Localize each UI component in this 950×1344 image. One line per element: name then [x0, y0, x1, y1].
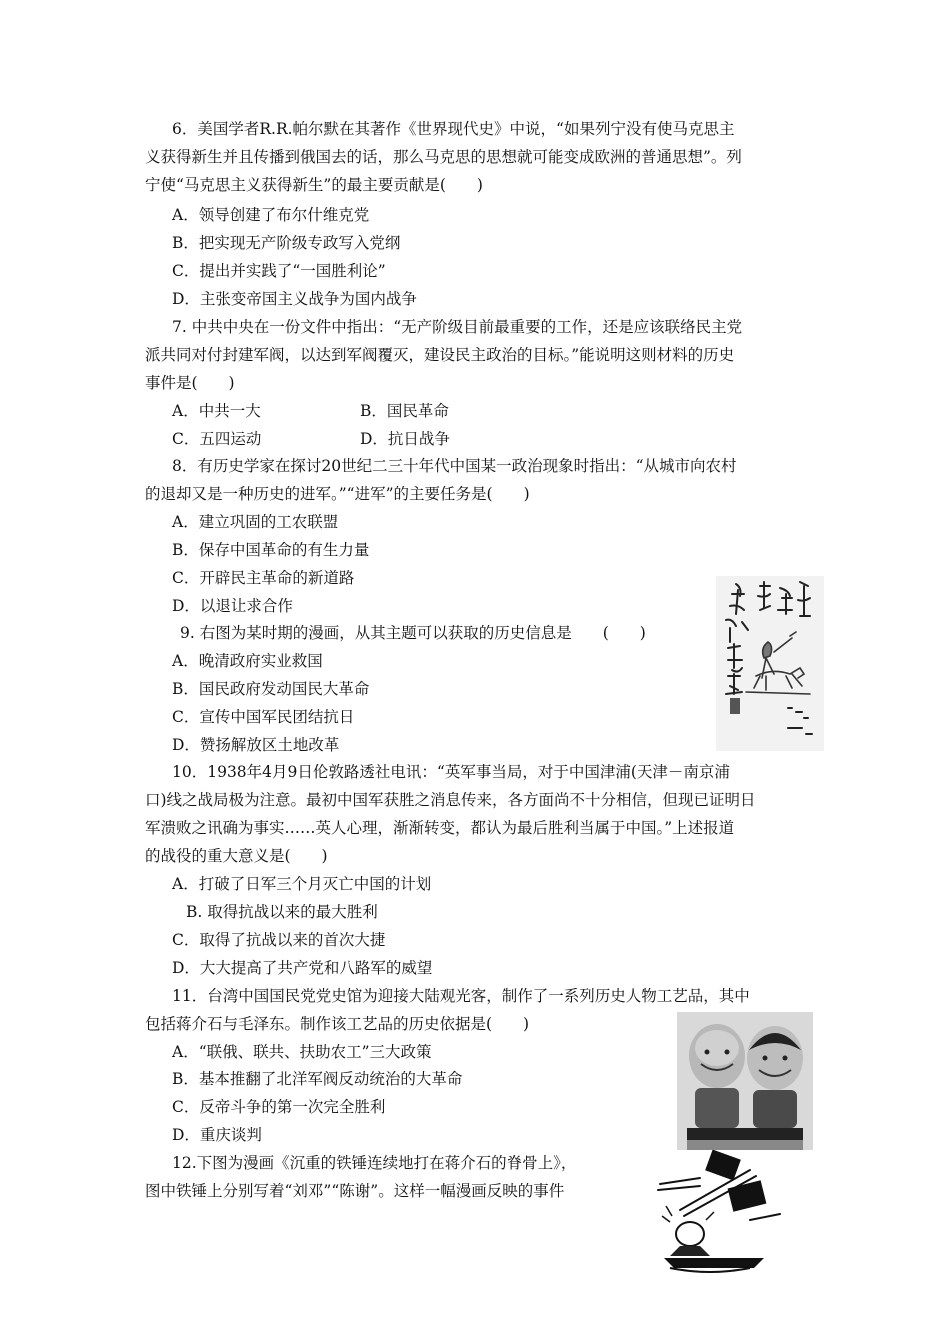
q6-option-b: B．把实现无产阶级专政写入党纲 [172, 234, 401, 252]
q10-line-3: 军溃败之讯确为事实……英人心理，渐渐转变，都认为最后胜利当属于中国。”上述报道 [145, 819, 735, 837]
q11-option-a: A．“联俄、联共、扶助农工”三大政策 [172, 1043, 432, 1061]
q11-option-b: B．基本推翻了北洋军阀反动统治的大革命 [172, 1070, 463, 1088]
q8-line-2: 的退却又是一种历史的进军。”“进军”的主要任务是( ) [145, 485, 530, 503]
q9-cartoon-image [716, 576, 824, 751]
q6-line-2: 义获得新生并且传播到俄国去的话，那么马克思的思想就可能变成欧洲的普通思想”。列 [145, 148, 742, 166]
q8-option-d: D．以退让求合作 [172, 597, 293, 615]
q7-option-a: A．中共一大 [172, 402, 261, 420]
q7-line-1: 7. 中共中央在一份文件中指出：“无产阶级目前最重要的工作，还是应该联络民主党 [172, 318, 743, 336]
q9-option-d: D．赞扬解放区土地改革 [172, 736, 340, 754]
q10-line-2: 口)线之战局极为注意。最初中国军获胜之消息传来，各方面尚不十分相信，但现已证明日 [145, 791, 756, 809]
q7-option-d: D．抗日战争 [360, 430, 450, 448]
q8-line-1: 8．有历史学家在探讨20世纪二三十年代中国某一政治现象时指出：“从城市向农村 [172, 457, 737, 475]
q10-line-1: 10．1938年4月9日伦敦路透社电讯：“英军事当局，对于中国津浦(天津－南京浦 [172, 763, 730, 781]
q10-option-b: B. 取得抗战以来的最大胜利 [186, 903, 378, 921]
q9-option-b: B．国民政府发动国民大革命 [172, 680, 370, 698]
q7-line-3: 事件是( ) [145, 374, 235, 392]
q12-hammer-cartoon [650, 1150, 790, 1274]
q6-option-a: A．领导创建了布尔什维克党 [172, 206, 370, 224]
q7-option-b: B．国民革命 [360, 402, 449, 420]
q9-option-a: A．晚清政府实业救国 [172, 652, 323, 670]
q12-line-1: 12.下图为漫画《沉重的铁锤连续地打在蒋介石的脊骨上》， [172, 1154, 577, 1172]
q11-line-2: 包括蒋介石与毛泽东。制作该工艺品的历史依据是( ) [145, 1015, 530, 1033]
q10-option-d: D．大大提高了共产党和八路军的威望 [172, 959, 433, 977]
q6-option-d: D．主张变帝国主义战争为国内战争 [172, 290, 417, 308]
q10-option-c: C．取得了抗战以来的首次大捷 [172, 931, 386, 949]
q7-line-2: 派共同对付封建军阀，以达到军阀覆灭，建设民主政治的目标。”能说明这则材料的历史 [145, 346, 735, 364]
q10-option-a: A．打破了日军三个月灭亡中国的计划 [172, 875, 432, 893]
q11-option-d: D．重庆谈判 [172, 1126, 262, 1144]
q8-option-c: C．开辟民主革命的新道路 [172, 569, 355, 587]
q11-line-1: 11．台湾中国国民党党史馆为迎接大陆观光客，制作了一系列历史人物工艺品，其中 [172, 987, 750, 1005]
q6-option-c: C．提出并实践了“一国胜利论” [172, 262, 386, 280]
q11-option-c: C．反帝斗争的第一次完全胜利 [172, 1098, 386, 1116]
q12-line-2: 图中铁锤上分别写着“刘邓”“陈谢”。这样一幅漫画反映的事件 [145, 1182, 565, 1200]
q9-option-c: C．宣传中国军民团结抗日 [172, 708, 355, 726]
q6-line-3: 宁使“马克思主义获得新生”的最主要贡献是( ) [145, 176, 483, 194]
q6-line-1: 6．美国学者R.R.帕尔默在其著作《世界现代史》中说，“如果列宁没有使马克思主 [172, 120, 735, 138]
q8-option-a: A．建立巩固的工农联盟 [172, 513, 339, 531]
q11-figurines-photo [677, 1012, 813, 1150]
q9-line-1: 9. 右图为某时期的漫画，从其主题可以获取的历史信息是 ( ) [180, 624, 646, 642]
q8-option-b: B．保存中国革命的有生力量 [172, 541, 370, 559]
q7-option-c: C．五四运动 [172, 430, 262, 448]
q10-line-4: 的战役的重大意义是( ) [145, 847, 328, 865]
